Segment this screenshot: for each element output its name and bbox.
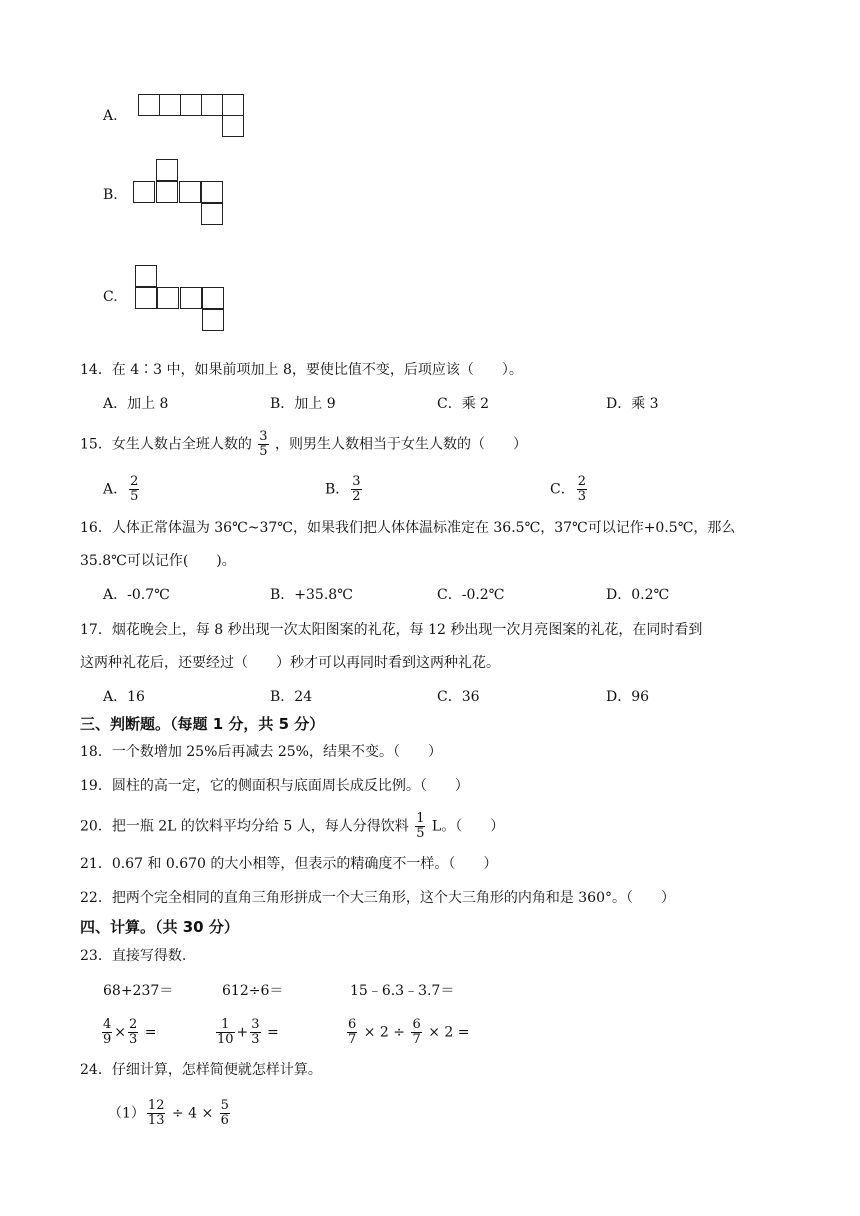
question-17-line-2: 这两种礼花后，还要经过（ ）秒才可以再同时看到这两种礼花。	[80, 655, 500, 671]
q23-expr-1: 68+237＝	[103, 983, 174, 999]
question-21: 21．0.67 和 0.670 的大小相等，但表示的精确度不一样。（ ）	[80, 856, 498, 872]
q15-option-a: A． $\frac{2}{5}$	[103, 474, 139, 504]
q23-expr-5: $\frac{1}{10}$ + $\frac{3}{3}$ =	[217, 1017, 279, 1047]
q17-option-d: D．96	[606, 689, 650, 705]
question-16-line-1: 16．人体正常体温为 36℃~37℃，如果我们把人体体温标准定在 36.5℃，37℃可以记作+0.5℃，那么	[80, 520, 736, 536]
section-4-heading: 四、计算。（共 30 分）	[80, 918, 239, 936]
option-c-label: C.	[103, 289, 118, 305]
q23-expr-6: $\frac{6}{7}$ × 2 ÷ $\frac{6}{7}$ × 2 =	[348, 1017, 470, 1047]
q23-expr-2: 612÷6＝	[222, 983, 284, 999]
q23-expr-4: $\frac{4}{9}$ × $\frac{2}{3}$ =	[103, 1017, 157, 1047]
option-b-label: B.	[103, 187, 118, 203]
q17-option-b: B．24	[270, 689, 313, 705]
question-15: 15．女生人数占全班人数的 $\frac{3}{5}$ ，则男生人数相当于女生人数的（ ）	[80, 429, 528, 459]
q17-option-a: A．16	[103, 689, 145, 705]
q14-option-d: D．乘 3	[606, 396, 659, 412]
fraction: $\frac{1}{5}$	[416, 811, 425, 841]
q15-option-c: C． $\frac{2}{3}$	[550, 474, 586, 504]
q17-option-c: C．36	[437, 689, 480, 705]
q15-option-b: B． $\frac{3}{2}$	[325, 474, 361, 504]
question-24: 24．仔细计算，怎样简便就怎样计算。	[80, 1062, 322, 1078]
q14-option-c: C．乘 2	[437, 396, 490, 412]
question-17-line-1: 17．烟花晚会上，每 8 秒出现一次太阳图案的礼花，每 12 秒出现一次月亮图案的礼花，在同时看到	[80, 622, 703, 638]
question-16-line-2: 35.8℃可以记作( )。	[80, 553, 236, 569]
q16-option-a: A．-0.7℃	[103, 587, 170, 603]
option-a-label: A.	[103, 108, 118, 124]
q16-option-d: D．0.2℃	[606, 587, 670, 603]
question-23: 23．直接写得数.	[80, 948, 187, 964]
question-14: 14．在 4∶3 中，如果前项加上 8，要使比值不变，后项应该（ ）。	[80, 362, 523, 378]
q16-option-c: C．-0.2℃	[437, 587, 505, 603]
section-3-heading: 三、判断题。（每题 1 分，共 5 分）	[80, 715, 325, 733]
q24-item-1: （1） $\frac{12}{13}$ ÷ 4 × $\frac{5}{6}$	[108, 1098, 229, 1128]
question-19: 19．圆柱的高一定，它的侧面积与底面周长成反比例。（ ）	[80, 778, 469, 794]
q14-option-b: B．加上 9	[270, 396, 336, 412]
q23-expr-3: 15﹣6.3﹣3.7＝	[350, 983, 455, 999]
question-20: 20．把一瓶 2L 的饮料平均分给 5 人，每人分得饮料 $\frac{1}{5}$ L。（ ）	[80, 811, 505, 841]
question-18: 18．一个数增加 25%后再减去 25%，结果不变。（ ）	[80, 744, 442, 760]
question-22: 22．把两个完全相同的直角三角形拼成一个大三角形，这个大三角形的内角和是 360°。（ ）	[80, 890, 675, 906]
q16-option-b: B．+35.8℃	[270, 587, 353, 603]
fraction: $\frac{3}{5}$	[259, 429, 268, 459]
q14-option-a: A．加上 8	[103, 396, 169, 412]
